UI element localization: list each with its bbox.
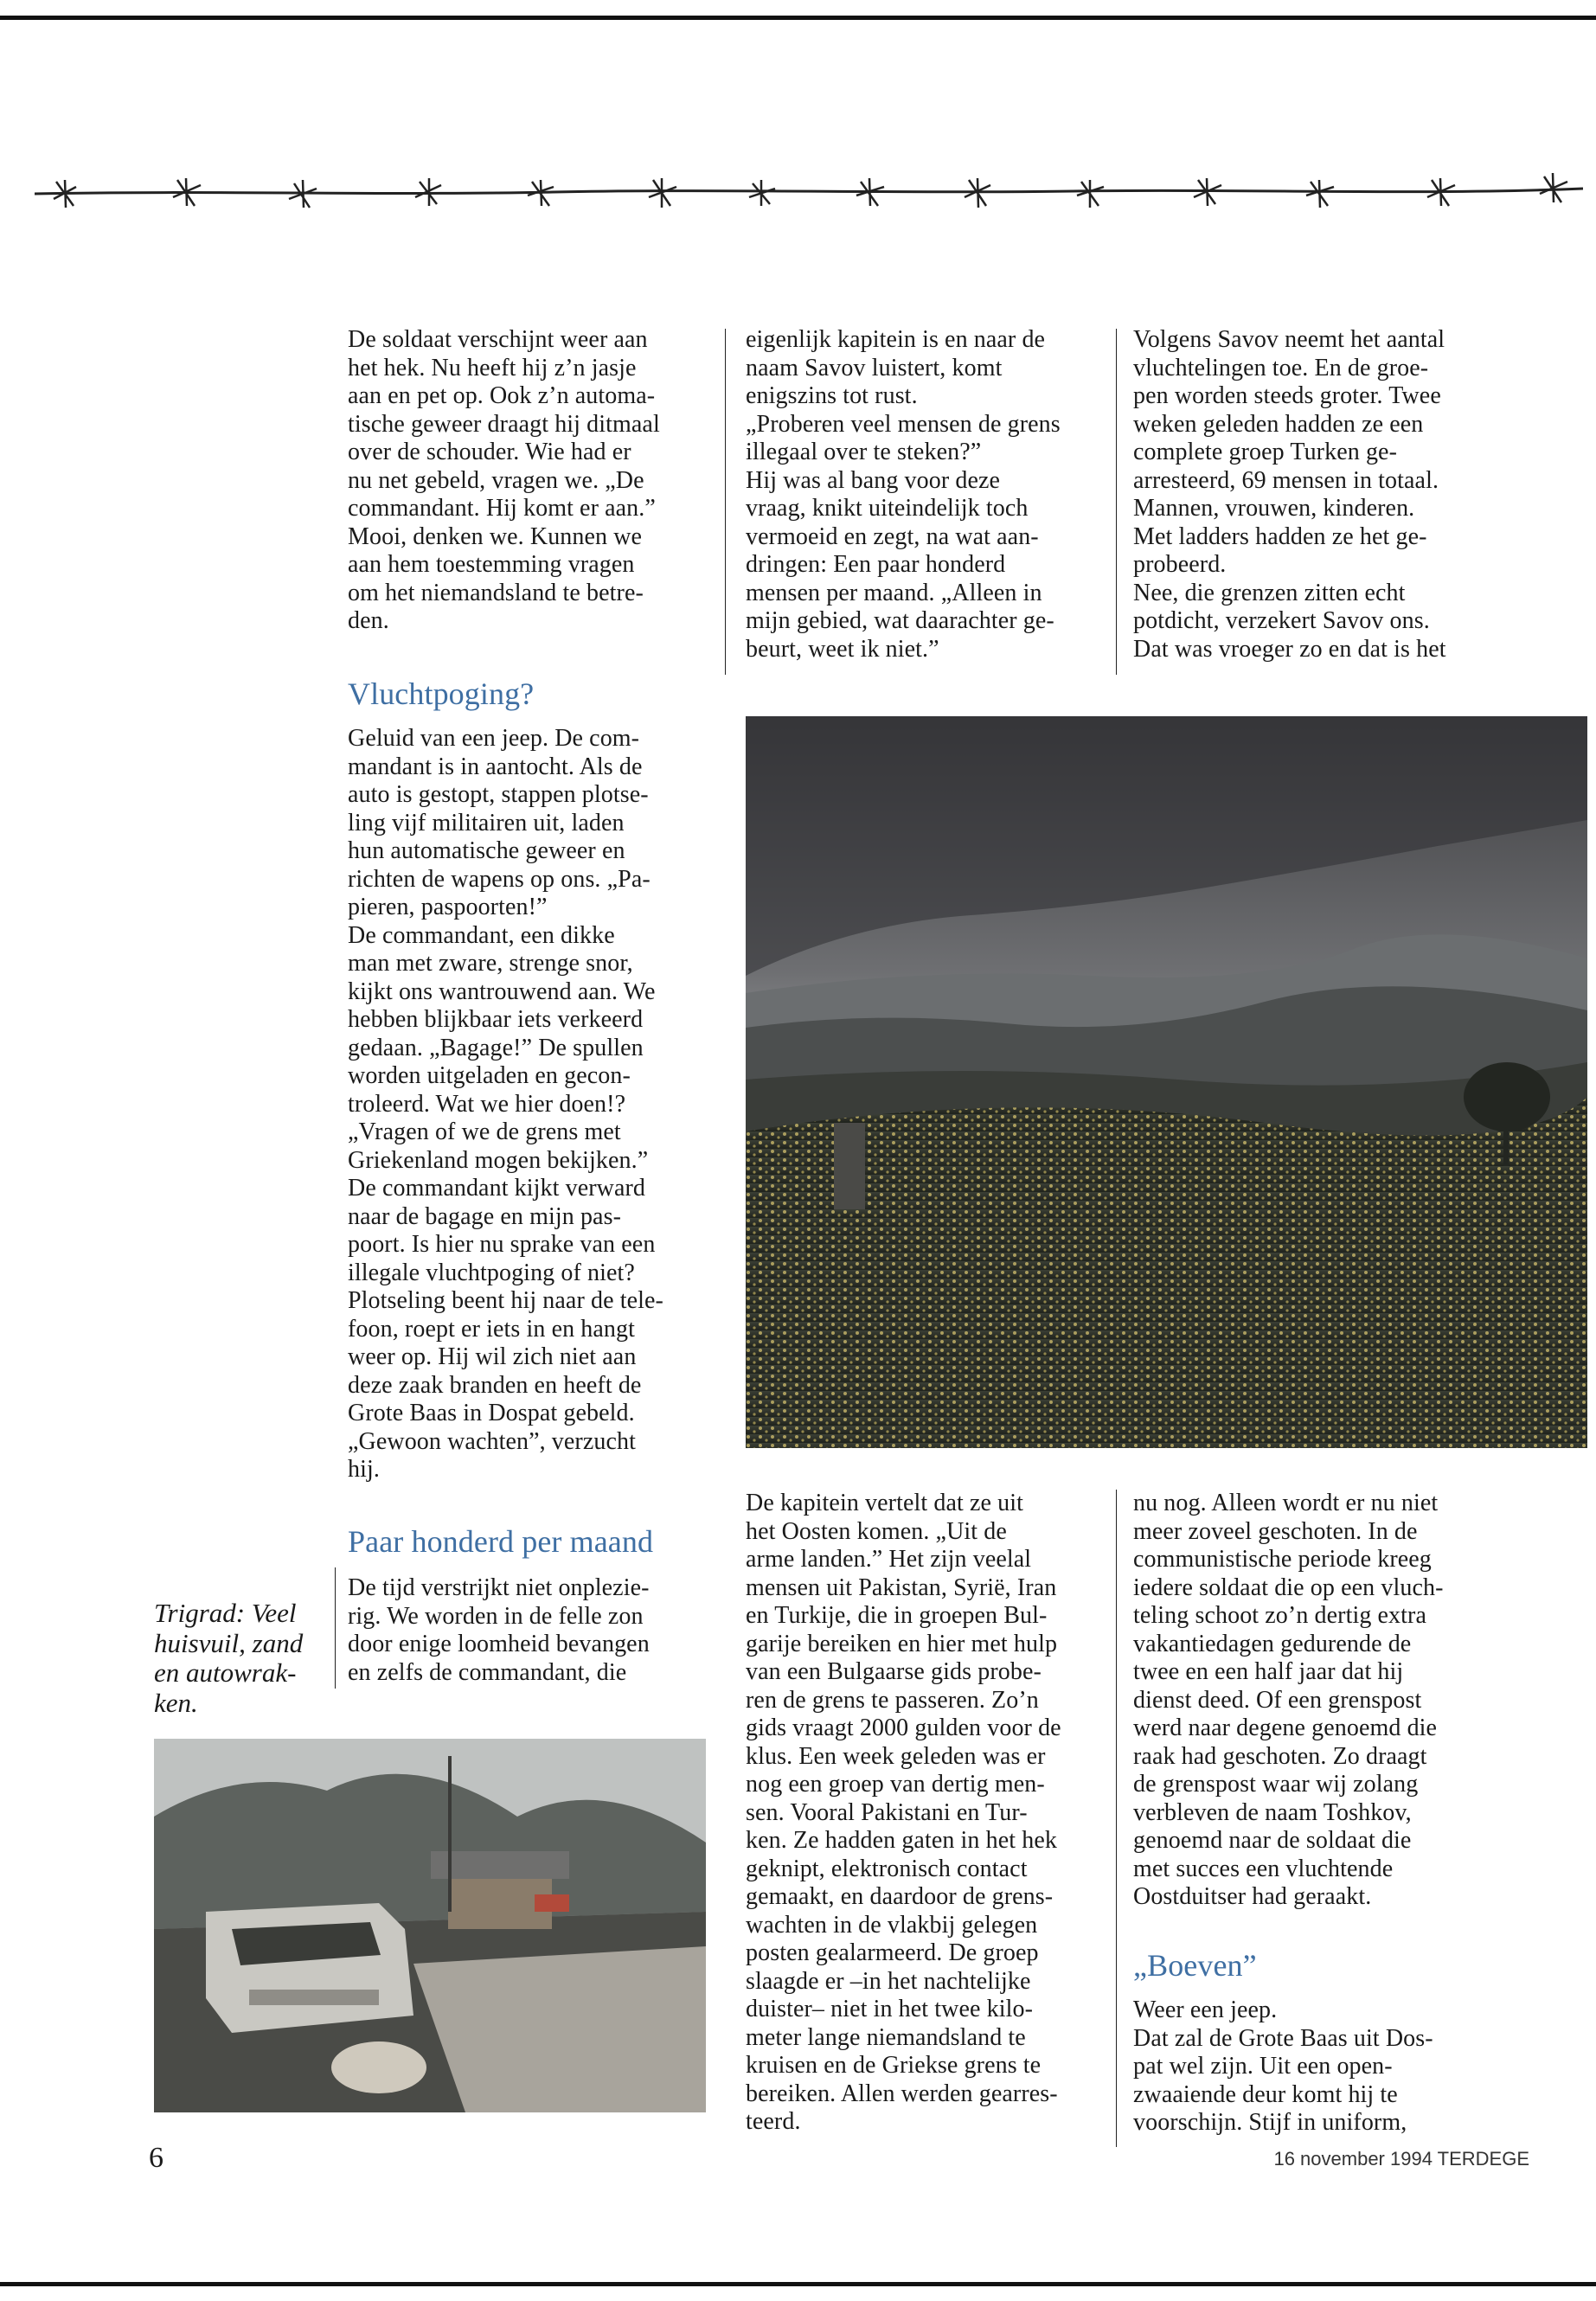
column-1-middle bbox=[348, 725, 702, 1484]
page-number: 6 bbox=[149, 2142, 163, 2174]
column-1-bottom bbox=[348, 1574, 702, 1687]
section-heading: „Boeven” bbox=[1133, 1948, 1257, 1983]
article-paragraph: De soldaat verschijnt weer aan het hek. Nu heeft hij z’n jasje aan en pet op. Ook z’n automa- tische geweer draagt hij ditmaal over de schouder. Wie had er nu net gebeld, vragen we. „De commandant. Hij komt er aan.” Mooi, denken we. Kunnen we aan hem toestemming vragen om het niemandsland te betre- den. bbox=[348, 326, 660, 634]
landscape-photo bbox=[746, 716, 1587, 1448]
barbed-wire-icon bbox=[35, 164, 1583, 216]
column-divider bbox=[725, 329, 726, 675]
heading-paar-honderd bbox=[348, 1522, 711, 1561]
column-3-bottom bbox=[1133, 1490, 1497, 1912]
column-3-top bbox=[1133, 326, 1497, 663]
article-paragraph: Geluid van een jeep. De com- mandant is in aantocht. Als de auto is gestopt, stappen plotse- ling vijf militairen uit, laden hun automatische geweer en richten de wapens op ons. „Pa- pieren, paspoorten!” De commandant, een dikke man met zware, strenge snor, kijkt ons wantrouwend aan. We hebben blijkbaar iets verkeerd gedaan. „Bagage!” De spullen worden uitgeladen en gecon- troleerd. Wat we hier doen!? „Vragen of we de grens met Griekenland mogen bekijken.” De commandant kijkt verward naar de bagage en mijn pas- poort. Is hier nu sprake van een illegale vluchtpoging of niet? Plotseling beent hij naar de tele- foon, roept er iets in en hangt weer op. Hij wil zich niet aan deze zaak branden en heeft de Grote Baas in Dospat gebeld. „Gewoon wachten”, verzucht hij. bbox=[348, 725, 663, 1483]
car-wreck-photo bbox=[154, 1739, 706, 2112]
column-2-top bbox=[746, 326, 1092, 663]
column-divider bbox=[335, 1567, 336, 1689]
column-divider bbox=[1116, 1490, 1117, 2147]
bottom-border-rule bbox=[0, 2282, 1596, 2286]
column-divider bbox=[1116, 329, 1117, 675]
heading-boeven bbox=[1133, 1946, 1497, 1984]
column-3-end bbox=[1133, 1997, 1497, 2138]
column-2-bottom bbox=[746, 1490, 1100, 2137]
article-paragraph: De tijd verstrijkt niet onplezie- rig. We worden in de felle zon door enige loomheid bevangen en zelfs de commandant, die bbox=[348, 1574, 650, 1686]
article-paragraph: Volgens Savov neemt het aantal vluchtelingen toe. En de groe- pen worden steeds groter. Twee weken geleden hadden ze een complete groep Turken ge- arresteerd, 69 mensen in totaal. Mannen, vrouwen, kinderen. Met ladders hadden ze het ge- probeerd. Nee, die grenzen zitten echt potdicht, verzekert Savov ons. Dat was vroeger zo en dat is het bbox=[1133, 326, 1446, 663]
photo-caption: Trigrad: Veel huisvuil, zand en autowrak- ken. bbox=[154, 1598, 304, 1718]
article-paragraph: eigenlijk kapitein is en naar de naam Savov luistert, komt enigszins tot rust. „Proberen veel mensen de grens illegaal over te steken?” Hij was al bang voor deze vraag, knikt uiteindelijk toch vermoeid en zegt, na wat aan- dringen: Een paar honderd mensen per maand. „Alleen in mijn gebied, wat daarachter ge- beurt, weet ik niet.” bbox=[746, 326, 1061, 663]
column-1-top bbox=[348, 326, 702, 636]
heading-vluchtpoging bbox=[348, 675, 702, 713]
article-paragraph: nu nog. Alleen wordt er nu niet meer zoveel geschoten. In de communistische periode kreeg iedere soldaat die op een vluch- teling schoot zo’n dertig extra vakantiedagen gedurende de twee en een half jaar dat hij dienst deed. Of een grenspost werd naar degene genoemd die raak had geschoten. Zo draagt de grenspost waar wij zolang verbleven de naam Toshkov, genoemd naar de soldaat die met succes een vluchtende Oostduitser had geraakt. bbox=[1133, 1490, 1444, 1910]
article-paragraph: De kapitein vertelt dat ze uit het Oosten komen. „Uit de arme landen.” Het zijn veelal mensen uit Pakistan, Syrië, Iran en Turkije, die in groepen Bul- garije bereiken en hier met hulp van een Bulgaarse gids probe- ren de grens te passeren. Zo’n gids vraagt 2000 gulden voor de klus. Een week geleden was er nog een groep van dertig men- sen. Vooral Pakistani en Tur- ken. Ze hadden gaten in het hek geknipt, elektronisch contact gemaakt, en daardoor de grens- wachten in de vlakbij gelegen posten gealarmeerd. De groep slaagde er –in het nachtelijke duister– niet in het twee kilo- meter lange niemandsland te kruisen en de Griekse grens te bereiken. Allen werden gearres- teerd. bbox=[746, 1490, 1061, 2135]
top-border-rule bbox=[0, 16, 1596, 20]
publication-date: 16 november 1994 TERDEGE bbox=[1273, 2148, 1529, 2170]
section-heading: Paar honderd per maand bbox=[348, 1524, 654, 1559]
section-heading: Vluchtpoging? bbox=[348, 676, 535, 711]
article-paragraph: Weer een jeep. Dat zal de Grote Baas uit Dos- pat wel zijn. Uit een open- zwaaiende deur komt hij te voorschijn. Stijf in uniform, bbox=[1133, 1997, 1433, 2136]
